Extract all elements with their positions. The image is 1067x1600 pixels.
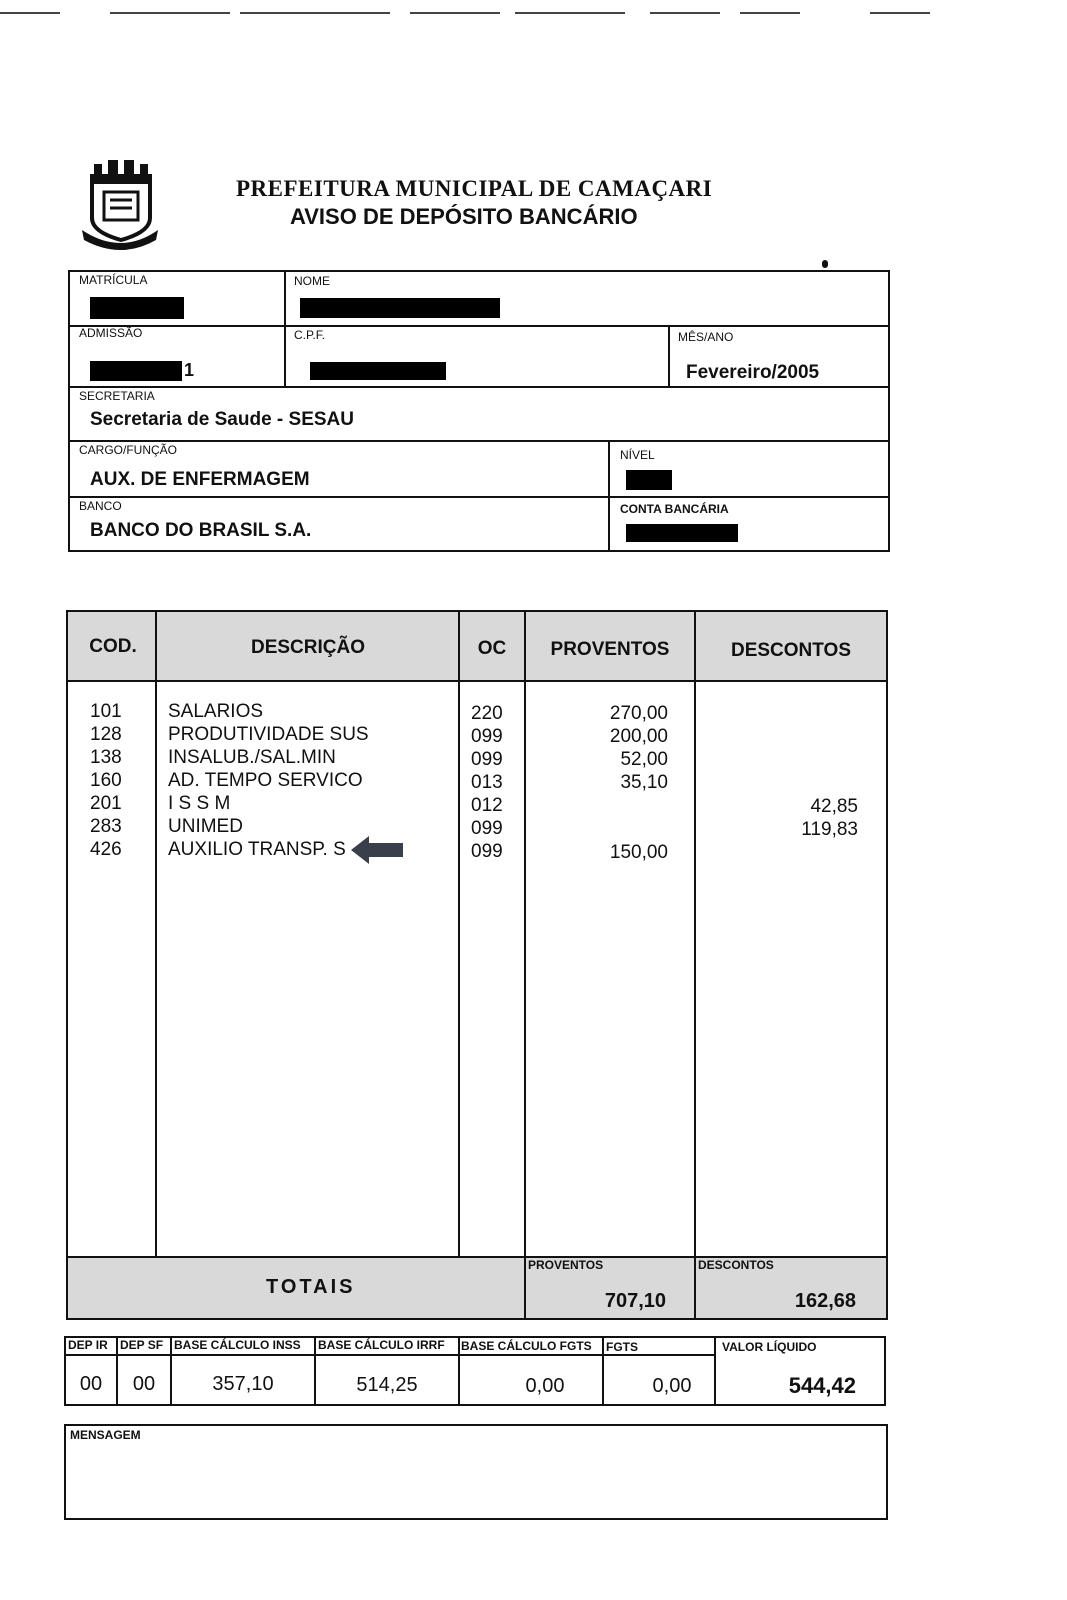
column-header-proventos: PROVENTOS [550, 639, 670, 660]
scan-artifact [110, 12, 230, 14]
admissao-label: ADMISSÃO [79, 326, 143, 340]
base-irrf-label: BASE CÁLCULO IRRF [318, 1338, 445, 1352]
totals-descontos-label: DESCONTOS [698, 1258, 774, 1272]
dep-ir-value: 00 [79, 1373, 103, 1395]
scan-artifact [870, 12, 930, 14]
divider [66, 680, 888, 682]
document-title: PREFEITURA MUNICIPAL DE CAMAÇARI [236, 176, 713, 201]
valor-liquido-label: VALOR LÍQUIDO [722, 1340, 817, 1354]
row-descontos: 119,83 [801, 819, 858, 840]
divider [524, 610, 526, 1320]
divider [458, 1336, 460, 1406]
redacted-cpf [310, 362, 446, 380]
secretaria-value: Secretaria de Saude - SESAU [90, 409, 354, 430]
divider [155, 610, 157, 1258]
row-cod: 101 [90, 701, 122, 722]
row-cod: 283 [90, 816, 122, 837]
nivel-label: NÍVEL [620, 448, 655, 462]
nome-label: NOME [294, 274, 330, 288]
divider [64, 1354, 716, 1356]
scan-speck [822, 260, 828, 268]
row-proventos: 52,00 [620, 749, 668, 770]
banco-value: BANCO DO BRASIL S.A. [90, 520, 312, 541]
divider [668, 325, 670, 387]
row-desc: I S S M [168, 793, 231, 814]
fgts-value: 0,00 [652, 1375, 692, 1397]
row-oc: 013 [471, 772, 503, 793]
base-inss-value: 357,10 [212, 1373, 274, 1395]
divider [608, 440, 610, 552]
row-oc: 220 [471, 703, 503, 724]
row-cod: 426 [90, 839, 122, 860]
dep-sf-value: 00 [132, 1373, 156, 1395]
redacted-conta [626, 524, 738, 542]
base-irrf-value: 514,25 [356, 1374, 418, 1396]
row-oc: 012 [471, 795, 503, 816]
mensagem-box [64, 1424, 888, 1520]
secretaria-label: SECRETARIA [79, 389, 155, 403]
redacted-nome [300, 298, 500, 318]
mesano-value: Fevereiro/2005 [686, 362, 820, 383]
admissao-suffix: 1 [184, 360, 195, 380]
row-desc: PRODUTIVIDADE SUS [168, 724, 369, 745]
row-cod: 160 [90, 770, 122, 791]
document-subtitle: AVISO DE DEPÓSITO BANCÁRIO [290, 204, 638, 229]
scan-artifact [650, 12, 720, 14]
mensagem-label: MENSAGEM [70, 1428, 141, 1442]
base-inss-label: BASE CÁLCULO INSS [174, 1338, 301, 1352]
scan-artifact [240, 12, 390, 14]
valor-liquido-value: 544,42 [788, 1373, 856, 1398]
dep-ir-label: DEP IR [68, 1338, 108, 1352]
fgts-label: FGTS [606, 1340, 638, 1354]
row-oc: 099 [471, 749, 503, 770]
column-header-cod: COD. [89, 636, 137, 657]
column-header-descricao: DESCRIÇÃO [250, 637, 365, 658]
dep-sf-label: DEP SF [120, 1338, 164, 1352]
totals-proventos-value: 707,10 [604, 1290, 666, 1312]
divider [68, 440, 890, 442]
divider [68, 496, 890, 498]
row-oc: 099 [471, 726, 503, 747]
scan-artifact [740, 12, 800, 14]
cargo-value: AUX. DE ENFERMAGEM [90, 469, 310, 490]
divider [458, 610, 460, 1258]
mesano-label: MÊS/ANO [678, 330, 734, 344]
left-arrow-icon [351, 836, 405, 864]
row-desc: INSALUB./SAL.MIN [168, 747, 336, 768]
row-proventos: 150,00 [609, 842, 668, 863]
totals-proventos-label: PROVENTOS [528, 1258, 604, 1272]
scan-artifact [0, 12, 60, 14]
redacted-matricula [90, 297, 184, 319]
totals-label: TOTAIS [266, 1276, 356, 1298]
cargo-label: CARGO/FUNÇÃO [79, 443, 178, 457]
row-desc: SALARIOS [168, 701, 264, 722]
row-descontos: 42,85 [810, 796, 858, 817]
row-desc: AUXILIO TRANSP. S [168, 839, 346, 860]
municipal-crest-icon [80, 160, 160, 250]
row-proventos: 35,10 [620, 772, 668, 793]
scan-artifact [410, 12, 500, 14]
redacted-admissao [90, 361, 182, 381]
row-oc: 099 [471, 841, 503, 862]
column-header-descontos: DESCONTOS [730, 640, 851, 661]
divider [284, 270, 286, 387]
row-cod: 138 [90, 747, 122, 768]
row-cod: 201 [90, 793, 122, 814]
row-proventos: 270,00 [609, 703, 668, 724]
cpf-label: C.P.F. [294, 328, 326, 342]
banco-label: BANCO [79, 499, 122, 513]
totals-descontos-value: 162,68 [794, 1290, 856, 1312]
divider [68, 325, 890, 327]
base-fgts-value: 0,00 [525, 1375, 565, 1397]
matricula-label: MATRÍCULA [79, 273, 148, 287]
column-header-oc: OC [477, 638, 507, 659]
divider [694, 610, 696, 1320]
conta-label: CONTA BANCÁRIA [620, 502, 729, 516]
row-desc: AD. TEMPO SERVICO [168, 770, 363, 791]
base-fgts-label: BASE CÁLCULO FGTS [461, 1339, 592, 1353]
row-cod: 128 [90, 724, 122, 745]
scan-artifact [515, 12, 625, 14]
row-desc: UNIMED [168, 816, 243, 837]
redacted-nivel [626, 470, 672, 490]
row-oc: 099 [471, 818, 503, 839]
divider [68, 386, 890, 388]
row-proventos: 200,00 [609, 726, 668, 747]
